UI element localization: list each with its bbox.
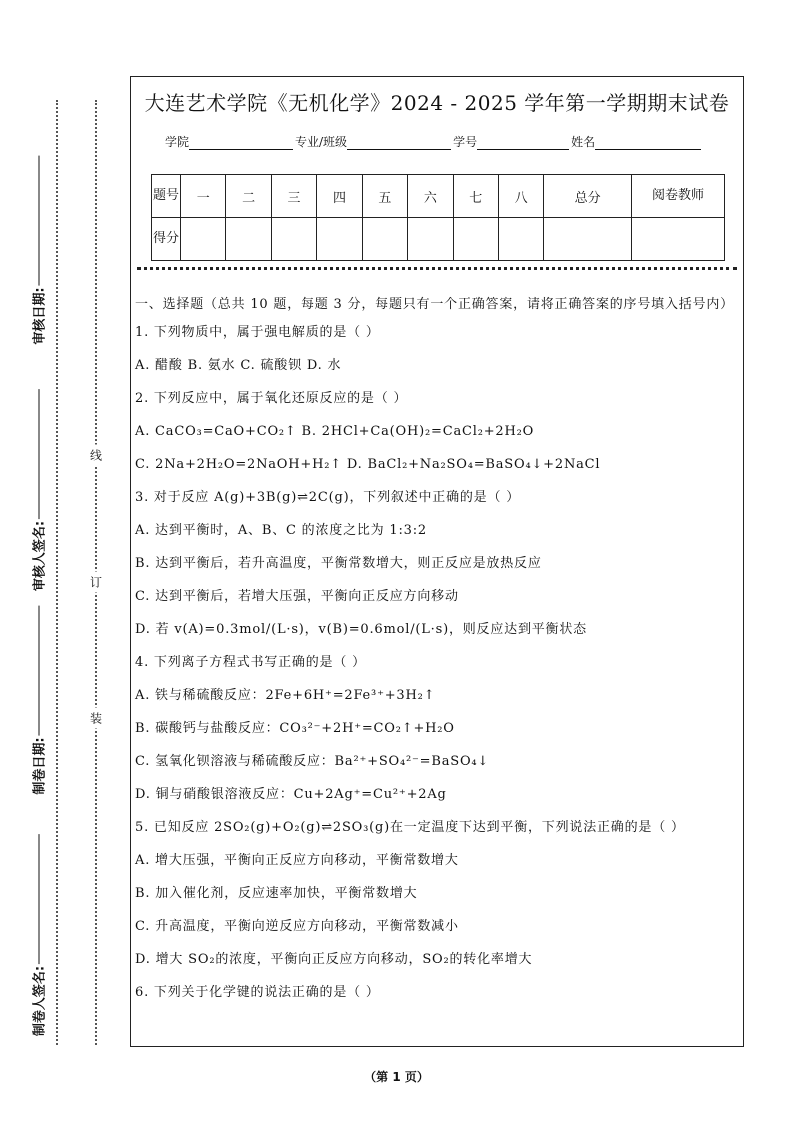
binding-bind-char: 装 — [90, 708, 102, 729]
score-col-7: 七 — [453, 175, 498, 218]
question-4-stem: 4. 下列离子方程式书写正确的是（ ） — [135, 655, 366, 670]
major-field[interactable] — [347, 135, 451, 150]
question-1-stem: 1. 下列物质中，属于强电解质的是（ ） — [135, 325, 380, 340]
college-field[interactable] — [189, 135, 293, 150]
question-5-option-c: C. 升高温度，平衡向逆反应方向移动，平衡常数减小 — [135, 919, 459, 934]
maker-date-label: 制卷日期: — [32, 737, 48, 795]
section-title: 一、选择题（总共 10 题，每题 3 分，每题只有一个正确答案，请将正确答案的序号填入括号内） — [135, 297, 734, 312]
score-col-6: 六 — [408, 175, 453, 218]
exam-frame — [130, 76, 744, 1047]
question-4-option-b: B. 碳酸钙与盐酸反应：CO₃²⁻+2H⁺=CO₂↑+H₂O — [135, 721, 455, 736]
question-4-option-c: C. 氢氧化钡溶液与稀硫酸反应：Ba²⁺+SO₄²⁻=BaSO₄↓ — [135, 754, 490, 769]
score-cell[interactable] — [453, 218, 498, 261]
score-col-4: 四 — [317, 175, 362, 218]
page-number: （第 1 页） — [364, 1070, 429, 1084]
maker-sign-field — [29, 834, 48, 1036]
reviewer-sign-field — [29, 389, 48, 591]
question-2-options-ab: A. CaCO₃=CaO+CO₂↑ B. 2HCl+Ca(OH)₂=CaCl₂+2H₂O — [135, 424, 535, 439]
question-3-option-a: A. 达到平衡时，A、B、C 的浓度之比为 1:3:2 — [135, 523, 427, 538]
score-table-header-row — [152, 175, 725, 218]
maker-date-field — [29, 605, 48, 794]
name-label: 姓名 — [571, 135, 596, 149]
question-3-option-d: D. 若 v(A)=0.3mol/(L·s)，v(B)=0.6mol/(L·s)，则反应达到平衡状态 — [135, 622, 587, 637]
score-cell[interactable] — [498, 218, 543, 261]
score-col-8: 八 — [498, 175, 543, 218]
binding-line-char: 线 — [90, 445, 102, 466]
question-5-option-b: B. 加入催化剂，反应速率加快，平衡常数增大 — [135, 886, 418, 901]
reviewer-date-field — [29, 155, 48, 344]
exam-title: 大连艺术学院《无机化学》2024 - 2025 学年第一学期期末试卷 — [144, 91, 730, 115]
question-4-option-a: A. 铁与稀硫酸反应：2Fe+6H⁺=2Fe³⁺+3H₂↑ — [135, 688, 436, 703]
question-3-option-c: C. 达到平衡后，若增大压强，平衡向正反应方向移动 — [135, 589, 459, 604]
reviewer-date-blank — [37, 155, 39, 285]
score-cell[interactable] — [408, 218, 453, 261]
question-number-header: 题号 — [152, 175, 181, 218]
question-2-options-cd: C. 2Na+2H₂O=2NaOH+H₂↑ D. BaCl₂+Na₂SO₄=BaSO₄↓+2NaCl — [135, 457, 601, 472]
college-label: 学院 — [165, 135, 190, 149]
binding-staple-char: 订 — [90, 572, 102, 593]
name-field[interactable] — [595, 135, 701, 150]
score-cell[interactable] — [181, 218, 226, 261]
reviewer-date-label: 审核日期: — [32, 287, 48, 345]
question-3-stem: 3. 对于反应 A(g)+3B(g)⇌2C(g)，下列叙述中正确的是（ ） — [135, 490, 521, 505]
exam-content — [135, 293, 739, 1016]
maker-date-blank — [37, 605, 39, 735]
major-label: 专业/班级 — [295, 135, 348, 149]
question-5-stem: 5. 已知反应 2SO₂(g)+O₂(g)⇌2SO₃(g)在一定温度下达到平衡，下列说法正确的是（ ） — [135, 820, 685, 835]
score-cell[interactable] — [317, 218, 362, 261]
question-5-option-a: A. 增大压强，平衡向正反应方向移动，平衡常数增大 — [135, 853, 459, 868]
question-5-option-d: D. 增大 SO₂的浓度，平衡向正反应方向移动，SO₂的转化率增大 — [135, 952, 533, 967]
score-col-3: 三 — [271, 175, 316, 218]
question-2-stem: 2. 下列反应中，属于氧化还原反应的是（ ） — [135, 391, 408, 406]
score-cell[interactable] — [632, 218, 725, 261]
student-id-field[interactable] — [477, 135, 569, 150]
score-table — [151, 174, 725, 261]
reviewer-sign-blank — [37, 389, 39, 519]
score-col-grader: 阅卷教师 — [632, 175, 725, 218]
score-col-total: 总分 — [544, 175, 632, 218]
score-cell[interactable] — [362, 218, 407, 261]
outer-dotted-line — [56, 100, 58, 1045]
student-id-label: 学号 — [453, 135, 478, 149]
section-divider — [137, 267, 737, 270]
maker-sign-label: 制卷人签名: — [32, 965, 48, 1037]
question-6-stem: 6. 下列关于化学键的说法正确的是（ ） — [135, 985, 380, 1000]
score-cell[interactable] — [271, 218, 316, 261]
question-1-options: A. 醋酸 B. 氨水 C. 硫酸钡 D. 水 — [135, 358, 342, 373]
score-col-5: 五 — [362, 175, 407, 218]
student-info-row — [165, 133, 703, 150]
score-cell[interactable] — [544, 218, 632, 261]
score-table-score-row — [152, 218, 725, 261]
maker-sign-blank — [37, 834, 39, 964]
question-4-option-d: D. 铜与硝酸银溶液反应：Cu+2Ag⁺=Cu²⁺+2Ag — [135, 787, 447, 802]
question-3-option-b: B. 达到平衡后，若升高温度，平衡常数增大，则正反应是放热反应 — [135, 556, 542, 571]
reviewer-sign-label: 审核人签名: — [32, 520, 48, 592]
score-col-1: 一 — [181, 175, 226, 218]
score-col-2: 二 — [226, 175, 271, 218]
score-cell[interactable] — [226, 218, 271, 261]
score-row-header: 得分 — [152, 218, 181, 261]
